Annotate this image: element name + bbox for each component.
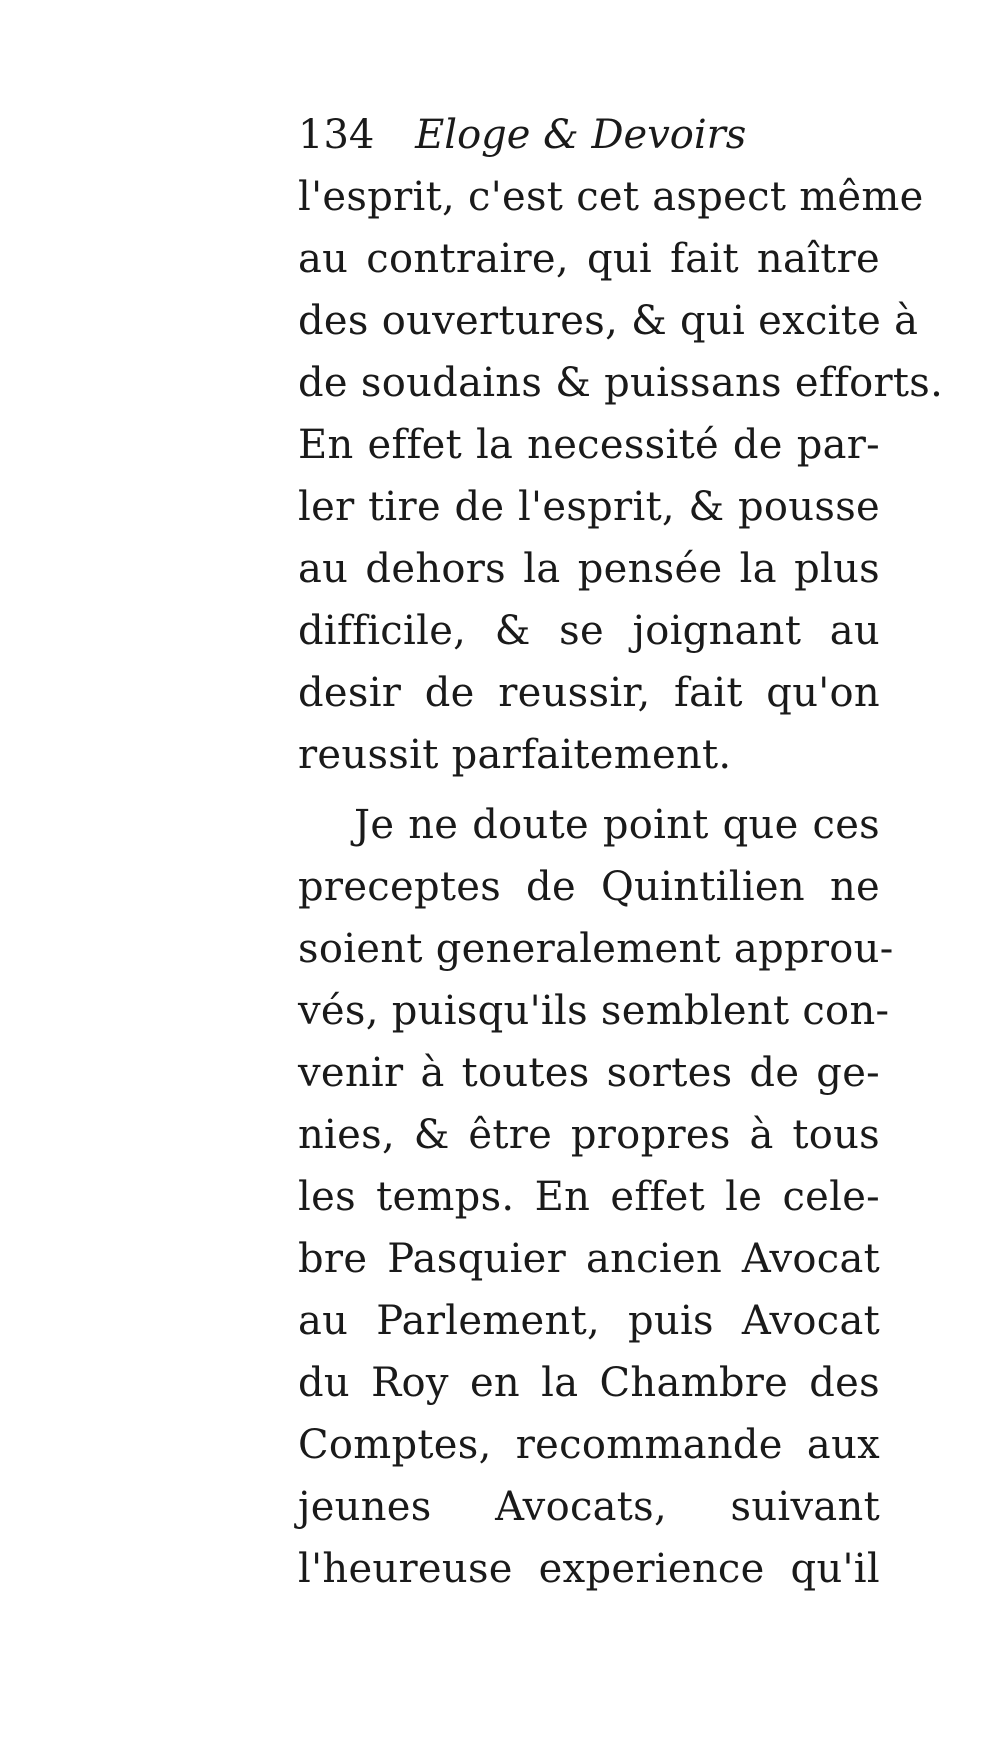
text-line: Je ne doute point que ces [354,802,880,848]
body-text [298,166,944,1600]
text-line: reussit parfaitement. [298,732,732,778]
text-line: venir à toutes sortes de ge- [298,1050,880,1096]
text-line: vés, puisqu'ils semblent con- [298,988,890,1034]
text-line: nies, & être propres à tous [298,1112,880,1158]
text-line: au contraire, qui fait naître [298,236,880,282]
text-line: de soudains & puissans efforts. [298,360,944,406]
text-line: du Roy en la Chambre des [298,1360,880,1406]
text-line: difficile, & se joignant au [298,608,880,654]
paragraph-1 [298,166,944,786]
running-head [298,108,818,162]
text-line: des ouvertures, & qui excite à [298,298,919,344]
paragraph-gap [298,786,880,794]
text-line: desir de reussir, fait qu'on [298,670,880,716]
text-line: les temps. En effet le cele- [298,1174,880,1220]
text-line: Comptes, recommande aux [298,1422,880,1468]
text-line: au dehors la pensée la plus [298,546,880,592]
text-line: En effet la necessité de par- [298,422,880,468]
page-number: 134 [298,112,375,158]
text-line: l'heureuse experience qu'il [298,1546,880,1592]
text-line: bre Pasquier ancien Avocat [298,1236,880,1282]
text-line: jeunes Avocats, suivant [298,1484,880,1530]
text-line: soient generalement approu- [298,926,894,972]
text-line: l'esprit, c'est cet aspect même [298,174,924,220]
paragraph-2 [298,794,894,1600]
text-line: preceptes de Quintilien ne [298,864,880,910]
text-line: au Parlement, puis Avocat [298,1298,880,1344]
text-line: ler tire de l'esprit, & pousse [298,484,880,530]
running-head-title: Eloge & Devoirs [415,112,747,158]
